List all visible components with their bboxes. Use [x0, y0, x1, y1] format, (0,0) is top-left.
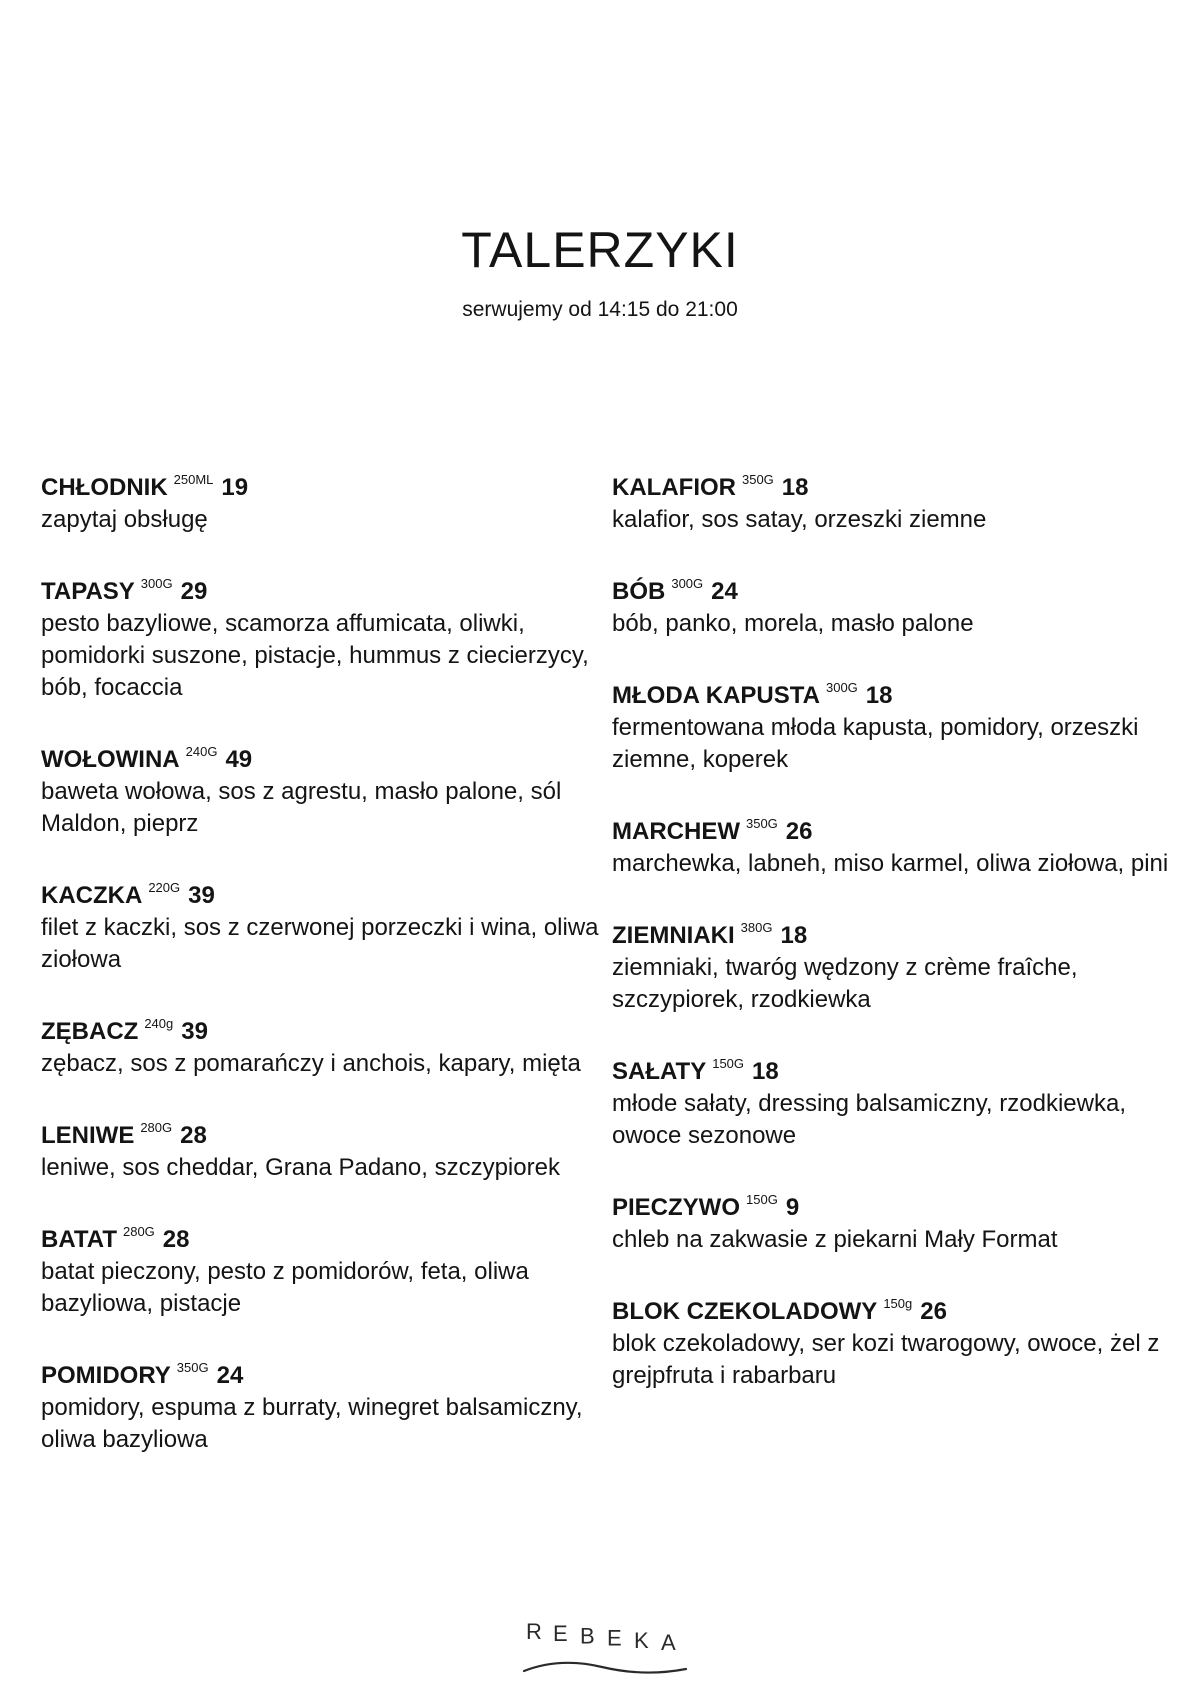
menu-item-size: 150g: [883, 1296, 913, 1311]
menu-item-price: 24: [216, 1362, 244, 1389]
menu-item-size: 350G: [176, 1360, 209, 1375]
menu-item-size: 280G: [140, 1120, 173, 1135]
menu-item-name: SAŁATY: [612, 1058, 707, 1085]
menu-item-name: KALAFIOR: [612, 474, 736, 501]
menu-item-price: 18: [752, 1058, 779, 1085]
menu-item-description: fermentowana młoda kapusta, pomidory, orzeszki ziemne, koperek: [612, 714, 1139, 773]
menu-item-size: 240G: [185, 744, 218, 759]
menu-item-name: ZĘBACZ: [41, 1018, 139, 1045]
menu-item-price: 28: [162, 1226, 190, 1253]
menu-item-description: bób, panko, morela, masło palone: [612, 610, 974, 637]
menu-item-description: kalafior, sos satay, orzeszki ziemne: [612, 506, 987, 533]
menu-item-size: 350G: [745, 816, 778, 831]
menu-item-price: 49: [225, 746, 253, 773]
menu-column-right: [612, 464, 1182, 1424]
menu-item-description: marchewka, labneh, miso karmel, oliwa ziołowa, pini: [612, 850, 1169, 877]
menu-item-size: 250ML: [173, 472, 214, 487]
menu-item-price: 19: [221, 474, 249, 501]
menu-item-name: LENIWE: [41, 1122, 135, 1149]
menu-item-description: chleb na zakwasie z piekarni Mały Format: [612, 1226, 1058, 1253]
menu-item-batat: [41, 1216, 611, 1320]
menu-item-pomidory: [41, 1352, 611, 1456]
menu-item-header: [41, 1216, 611, 1256]
menu-item-price: 29: [180, 578, 208, 605]
menu-item-name: POMIDORY: [41, 1362, 171, 1389]
logo-letter: E: [553, 1621, 568, 1647]
menu-item-blok-czekoladowy: [612, 1288, 1182, 1392]
menu-item-header: [612, 808, 1182, 848]
menu-item-chlodnik: [41, 464, 611, 536]
menu-item-size: 300G: [671, 576, 704, 591]
menu-item-header: [41, 872, 611, 912]
logo-letter: B: [580, 1623, 595, 1649]
menu-item-name: TAPASY: [41, 578, 135, 605]
menu-item-description: pesto bazyliowe, scamorza affumicata, oliwki, pomidorki suszone, pistacje, hummus z ciecierzycy, bób, focaccia: [41, 610, 589, 701]
menu-item-kalafior: [612, 464, 1182, 536]
menu-item-name: MŁODA KAPUSTA: [612, 682, 820, 709]
menu-item-description: ziemniaki, twaróg wędzony z crème fraîche, szczypiorek, rzodkiewka: [612, 954, 1078, 1013]
menu-item-size: 300G: [825, 680, 858, 695]
menu-item-price: 26: [785, 818, 813, 845]
menu-item-name: BATAT: [41, 1226, 117, 1253]
menu-item-header: [41, 464, 611, 504]
menu-item-kaczka: [41, 872, 611, 976]
menu-item-header: [612, 1184, 1182, 1224]
menu-item-tapasy: [41, 568, 611, 704]
menu-item-price: 18: [780, 922, 808, 949]
menu-item-mloda-kapusta: [612, 672, 1182, 776]
logo-letter: R: [526, 1619, 542, 1644]
menu-item-header: [612, 912, 1182, 952]
menu-item-size: 150G: [746, 1192, 778, 1207]
menu-item-name: CHŁODNIK: [41, 474, 168, 501]
menu-item-description: zapytaj obsługę: [41, 506, 208, 533]
menu-item-name: BLOK CZEKOLADOWY: [612, 1298, 878, 1325]
menu-item-marchew: [612, 808, 1182, 880]
menu-item-header: [612, 1288, 1182, 1328]
menu-item-wolowina: [41, 736, 611, 840]
menu-item-header: [41, 568, 611, 608]
menu-item-description: pomidory, espuma z burraty, winegret balsamiczny, oliwa bazyliowa: [41, 1394, 583, 1453]
menu-item-price: 24: [711, 578, 738, 605]
menu-item-header: [41, 736, 611, 776]
menu-item-bob: [612, 568, 1182, 640]
menu-item-description: leniwe, sos cheddar, Grana Padano, szczypiorek: [41, 1154, 560, 1181]
menu-column-left: [41, 464, 611, 1488]
menu-item-size: 280G: [122, 1224, 155, 1239]
menu-item-ziemniaki: [612, 912, 1182, 1016]
menu-item-price: 9: [785, 1194, 800, 1221]
menu-item-header: [612, 464, 1182, 504]
menu-item-name: WOŁOWINA: [41, 746, 180, 773]
menu-item-header: [612, 1048, 1182, 1088]
page-title: TALERZYKI: [461, 222, 739, 278]
logo-letter: E: [607, 1625, 622, 1651]
logo-letter: K: [634, 1627, 649, 1653]
menu-item-description: blok czekoladowy, ser kozi twarogowy, owoce, żel z grejpfruta i rabarbaru: [612, 1330, 1160, 1389]
menu-item-description: zębacz, sos z pomarańczy i anchois, kapary, mięta: [41, 1050, 581, 1077]
menu-item-description: baweta wołowa, sos z agrestu, masło palone, sól Maldon, pieprz: [41, 778, 562, 837]
menu-item-description: filet z kaczki, sos z czerwonej porzeczki i wina, oliwa ziołowa: [41, 914, 599, 973]
menu-item-zebacz: [41, 1008, 611, 1080]
serving-hours: serwujemy od 14:15 do 21:00: [462, 298, 738, 321]
menu-item-size: 350G: [741, 472, 774, 487]
menu-item-name: ZIEMNIAKI: [612, 922, 735, 949]
menu-item-size: 220G: [148, 880, 181, 895]
menu-item-name: PIECZYWO: [612, 1194, 741, 1221]
menu-item-pieczywo: [612, 1184, 1182, 1256]
menu-item-salaty: [612, 1048, 1182, 1152]
menu-item-name: MARCHEW: [612, 818, 740, 845]
menu-item-price: 18: [781, 474, 809, 501]
menu-item-name: KACZKA: [41, 882, 143, 909]
menu-item-name: BÓB: [612, 578, 666, 605]
menu-item-size: 380G: [740, 920, 773, 935]
menu-item-header: [41, 1352, 611, 1392]
menu-item-size: 150G: [712, 1056, 745, 1071]
menu-item-leniwe: [41, 1112, 611, 1184]
menu-item-description: batat pieczony, pesto z pomidorów, feta, oliwa bazyliowa, pistacje: [41, 1258, 529, 1317]
menu-item-price: 28: [180, 1122, 207, 1149]
menu-item-header: [612, 568, 1182, 608]
menu-item-price: 26: [920, 1298, 947, 1325]
logo-letter: A: [661, 1630, 676, 1655]
menu-item-price: 39: [181, 1018, 208, 1045]
menu-item-header: [612, 672, 1182, 712]
menu-item-price: 18: [865, 682, 893, 709]
menu-item-price: 39: [188, 882, 215, 909]
rebeka-logo: [520, 1617, 690, 1677]
menu-item-size: 240g: [144, 1016, 174, 1031]
menu-item-header: [41, 1008, 611, 1048]
menu-item-size: 300G: [140, 576, 173, 591]
menu-item-header: [41, 1112, 611, 1152]
menu-item-description: młode sałaty, dressing balsamiczny, rzodkiewka, owoce sezonowe: [612, 1090, 1126, 1149]
